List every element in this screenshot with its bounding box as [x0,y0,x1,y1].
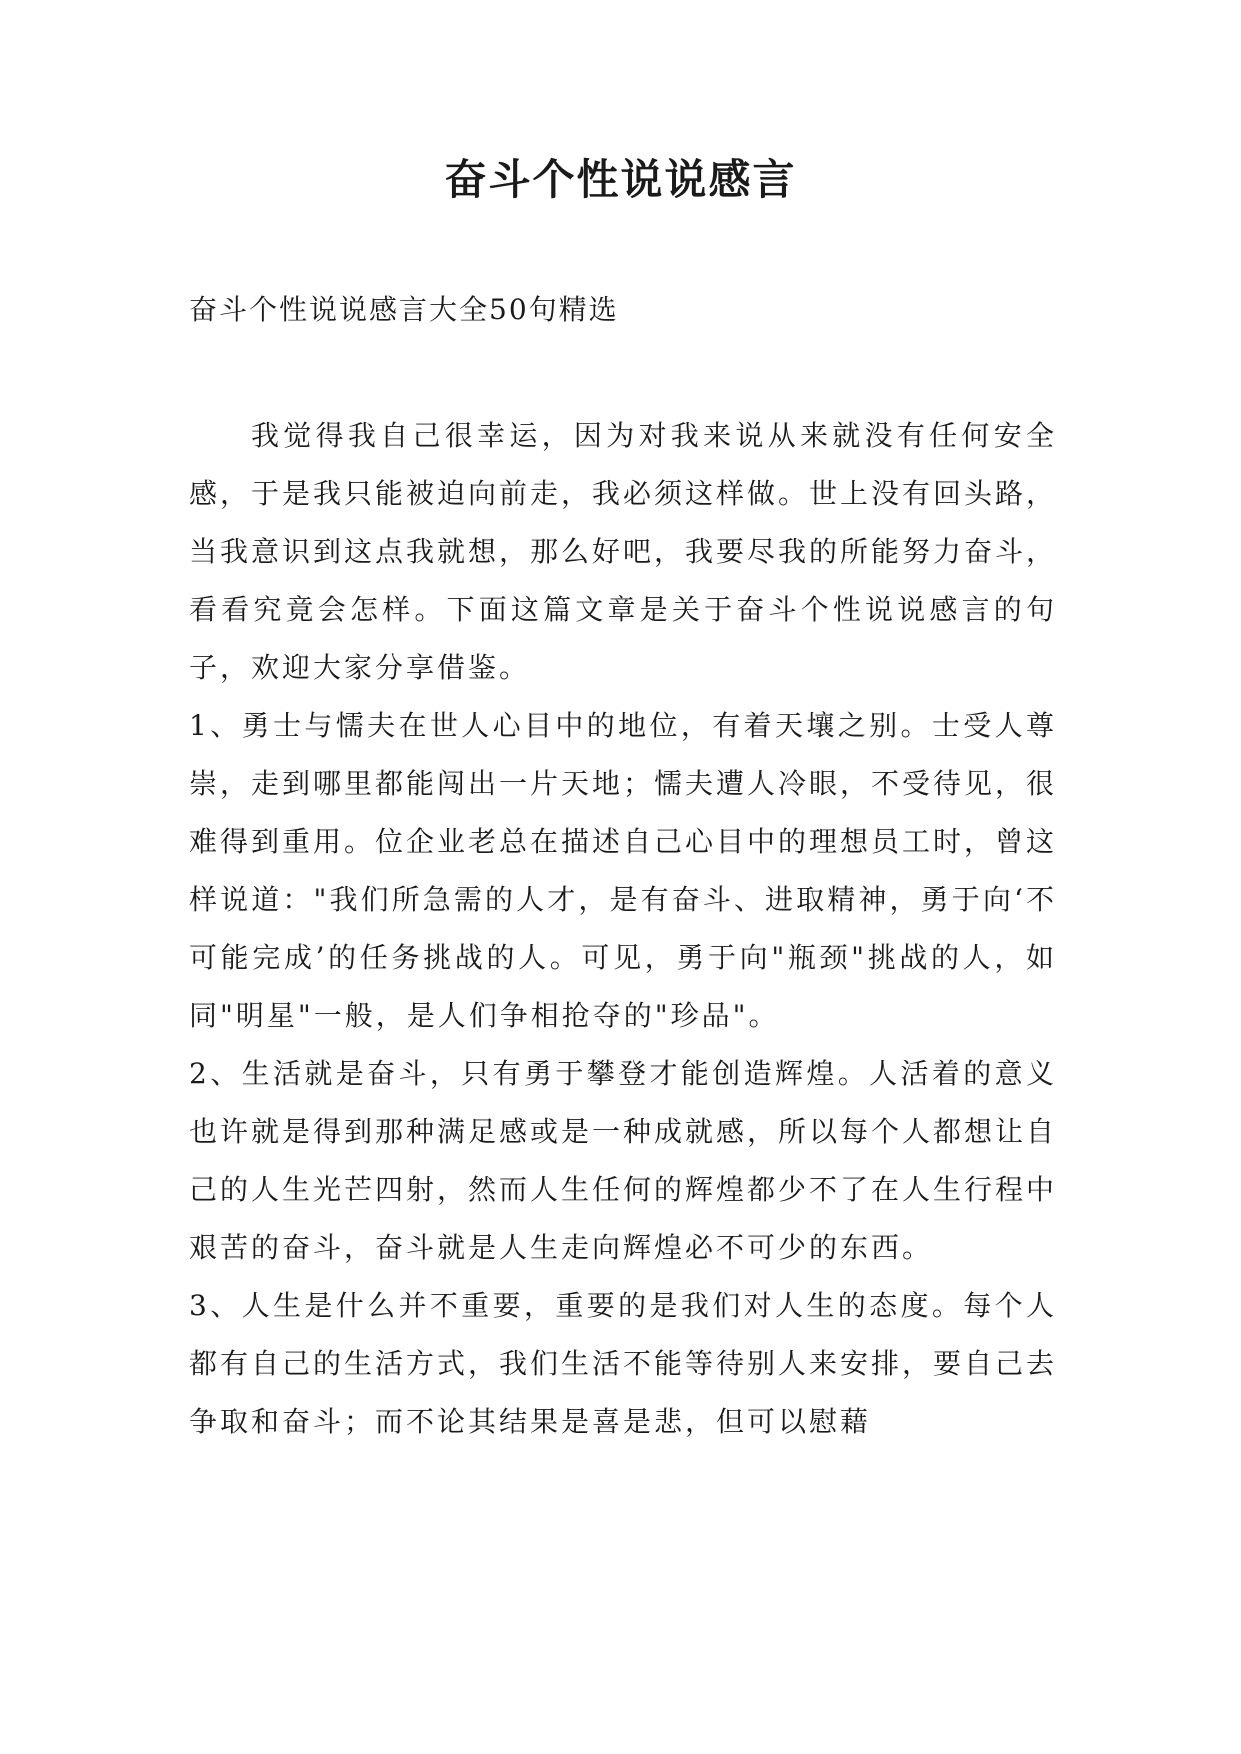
document-subtitle: 奋斗个性说说感言大全50句精选 [189,293,619,326]
quote-paragraph-1: 1、勇士与懦夫在世人心目中的地位，有着天壤之别。士受人尊崇，走到哪里都能闯出一片天地；懦夫遭人冷眼，不受待见，很难得到重用。位企业老总在描述自己心目中的理想员工时，曾这样说道："我们所急需的人才，是有奋斗、进取精神，勇于向‘不可能完成’的任务挑战的人。可见，勇于向"瓶颈"挑战的人，如同"明星"一般，是人们争相抢夺的"珍品"。 [189,709,1058,1032]
intro-paragraph: 我觉得我自己很幸运，因为对我来说从来就没有任何安全感，于是我只能被迫向前走，我必须这样做。世上没有回头路，当我意识到这点我就想，那么好吧，我要尽我的所能努力奋斗，看看究竟会怎样。下面这篇文章是关于奋斗个性说说感言的句子，欢迎大家分享借鉴。 [189,419,1058,684]
document-title: 奋斗个性说说感言 [444,155,797,204]
quote-paragraph-3: 3、人生是什么并不重要，重要的是我们对人生的态度。每个人都有自己的生活方式，我们生活不能等待别人来安排，要自己去争取和奋斗；而不论其结果是喜是悲，但可以慰藉 [189,1289,1058,1438]
quote-paragraph-2: 2、生活就是奋斗，只有勇于攀登才能创造辉煌。人活着的意义也许就是得到那种满足感或是一种成就感，所以每个人都想让自己的人生光芒四射，然而人生任何的辉煌都少不了在人生行程中艰苦的奋斗，奋斗就是人生走向辉煌必不可少的东西。 [189,1057,1058,1264]
document-body [189,407,1057,1451]
